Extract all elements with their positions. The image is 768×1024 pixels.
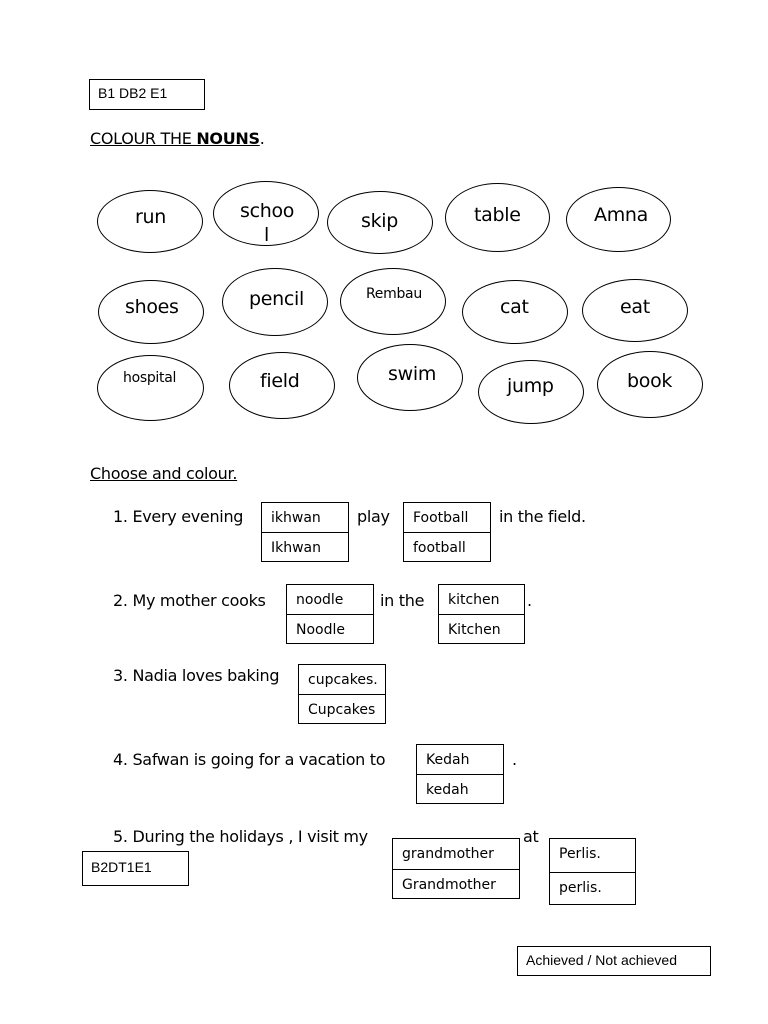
oval-word-eat[interactable] — [582, 279, 688, 342]
question-2-lead: 2. My mother cooks — [113, 591, 266, 610]
oval-word-table[interactable] — [445, 183, 550, 252]
word-label: run — [135, 206, 166, 228]
word-label: swim — [388, 363, 437, 385]
achievement-status-box: Achieved / Not achieved — [517, 946, 711, 976]
oval-word-jump[interactable] — [478, 360, 584, 424]
heading-colour-nouns — [90, 129, 265, 148]
question-5-lead: 5. During the holidays , I visit my — [113, 827, 368, 846]
code-label-bottom: B2DT1E1 — [82, 851, 189, 886]
choice-box-noodle — [286, 584, 374, 644]
code-label-top: B1 DB2 E1 — [89, 79, 205, 110]
oval-word-cat[interactable] — [462, 280, 568, 344]
choice-option[interactable]: ikhwan — [271, 510, 321, 526]
oval-word-swim[interactable] — [357, 344, 463, 411]
word-label: shoes — [125, 296, 179, 318]
word-label: table — [474, 204, 521, 226]
question-4-tail: . — [512, 750, 517, 769]
word-label: cat — [500, 296, 529, 318]
word-label: Amna — [594, 204, 648, 226]
choice-option[interactable]: Kedah — [426, 752, 470, 768]
question-1-tail: in the field. — [499, 507, 586, 526]
choice-option[interactable]: Cupcakes — [299, 694, 385, 723]
oval-word-book[interactable] — [597, 351, 703, 418]
choice-option[interactable]: Perlis. — [559, 846, 601, 862]
heading-post: . — [259, 129, 265, 148]
heading-text: Choose and colour. — [90, 464, 238, 483]
choice-option[interactable]: cupcakes. — [308, 672, 378, 688]
heading-bold: NOUNS — [196, 129, 260, 148]
choice-option[interactable]: Kitchen — [439, 614, 524, 643]
choice-box-kitchen — [438, 584, 525, 644]
question-4-lead: 4. Safwan is going for a vacation to — [113, 750, 386, 769]
choice-option[interactable]: noodle — [296, 592, 344, 608]
word-label: eat — [620, 296, 650, 318]
oval-word-run[interactable] — [97, 190, 203, 253]
oval-word-shoes[interactable] — [98, 280, 204, 344]
question-3-lead: 3. Nadia loves baking — [113, 666, 280, 685]
word-label: jump — [507, 375, 554, 397]
choice-option[interactable]: Football — [413, 510, 469, 526]
question-5-mid: at — [523, 827, 539, 846]
heading-choose-colour — [90, 464, 237, 483]
oval-word-amna[interactable] — [566, 187, 671, 252]
choice-option[interactable]: Grandmother — [393, 869, 519, 899]
word-label: schoo — [240, 200, 295, 222]
oval-word-field[interactable] — [229, 352, 335, 419]
choice-option[interactable]: football — [404, 532, 490, 561]
choice-box-grandmother — [392, 838, 520, 899]
word-label-wrap: l — [264, 224, 269, 246]
oval-word-rembau[interactable] — [340, 268, 446, 335]
choice-option[interactable]: kitchen — [448, 592, 500, 608]
word-label: skip — [361, 210, 399, 232]
choice-option[interactable]: Ikhwan — [262, 532, 348, 561]
question-2-mid: in the — [380, 591, 425, 610]
heading-pre: COLOUR THE — [90, 129, 197, 148]
word-label: book — [627, 370, 673, 392]
choice-option[interactable]: kedah — [417, 774, 503, 803]
choice-box-cupcakes — [298, 664, 386, 724]
question-1-mid: play — [357, 507, 390, 526]
oval-word-pencil[interactable] — [222, 268, 328, 336]
oval-word-school[interactable] — [213, 181, 319, 246]
word-label: pencil — [249, 288, 304, 310]
choice-box-football — [403, 502, 491, 562]
choice-option[interactable]: perlis. — [550, 872, 635, 905]
word-label: hospital — [123, 370, 177, 386]
choice-box-kedah — [416, 744, 504, 804]
question-1-lead: 1. Every evening — [113, 507, 244, 526]
word-label: Rembau — [366, 286, 422, 302]
choice-box-perlis — [549, 838, 636, 905]
choice-box-ikhwan — [261, 502, 349, 562]
choice-option[interactable]: Noodle — [287, 614, 373, 643]
oval-word-skip[interactable] — [327, 191, 433, 254]
oval-word-hospital[interactable] — [97, 355, 204, 421]
word-label: field — [260, 370, 300, 392]
question-2-tail: . — [527, 591, 532, 610]
choice-option[interactable]: grandmother — [402, 846, 494, 862]
